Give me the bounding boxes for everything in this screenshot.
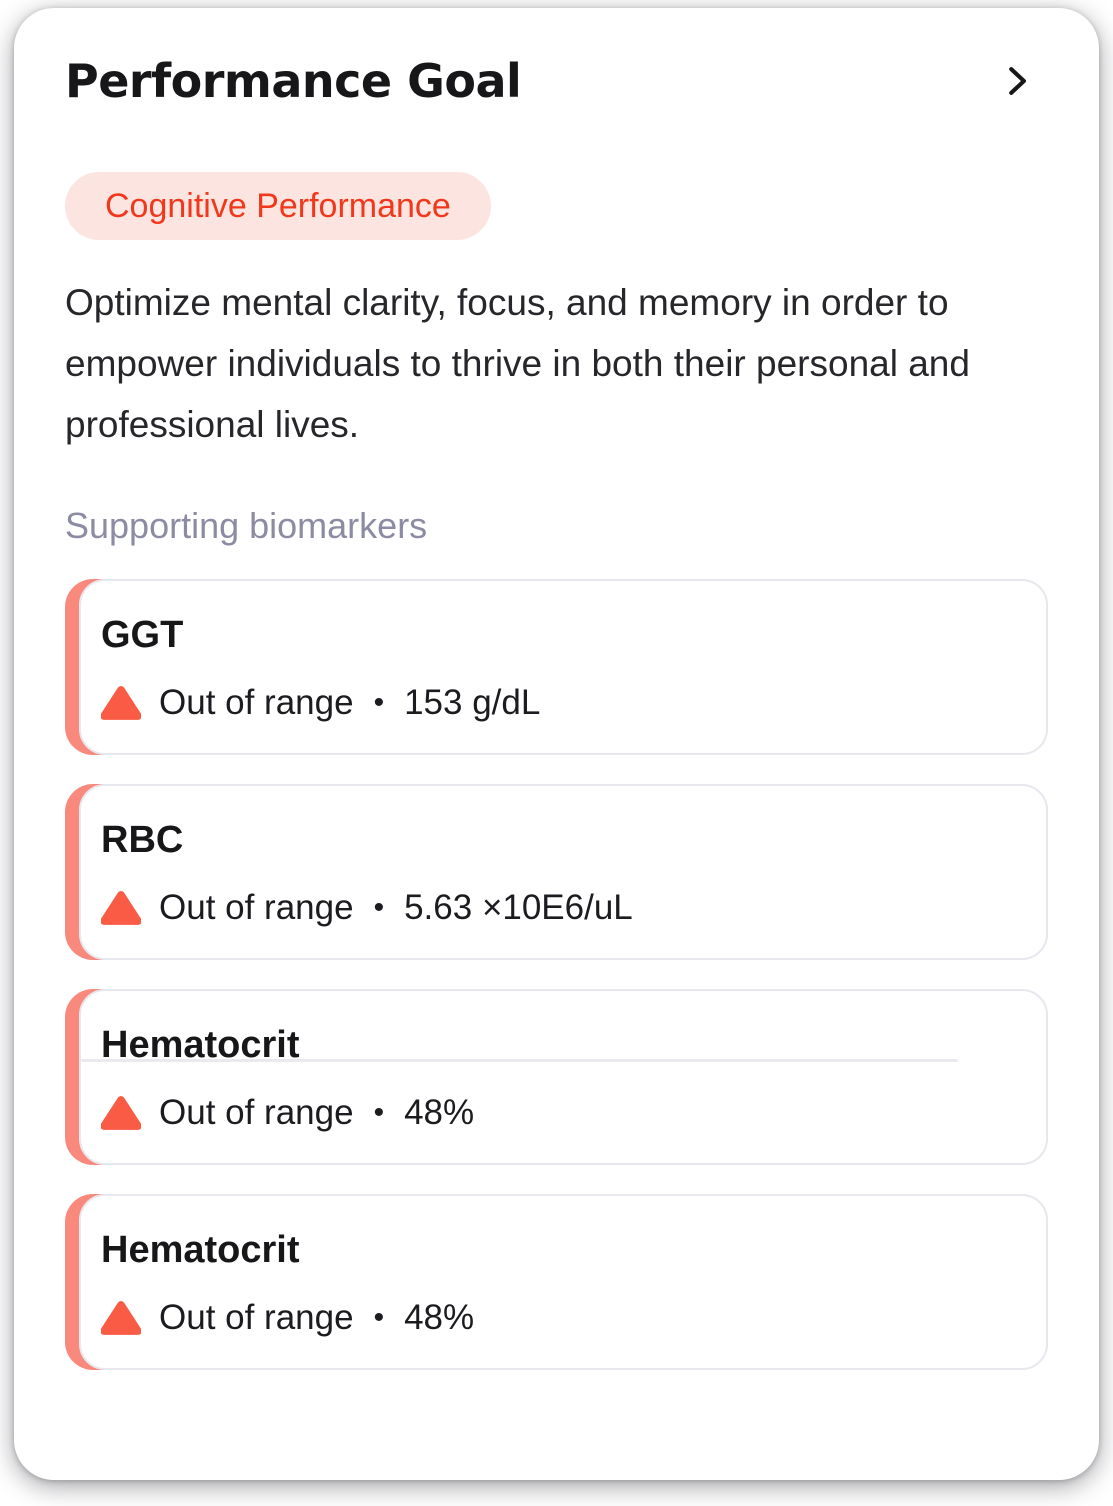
goal-category-label: Cognitive Performance xyxy=(105,187,451,225)
page-title: Performance Goal xyxy=(65,54,522,108)
warning-triangle-icon xyxy=(101,891,141,925)
bullet-separator: • xyxy=(373,1096,385,1129)
biomarker-name: Hematocrit xyxy=(101,1024,300,1066)
open-goal-button[interactable] xyxy=(994,59,1038,103)
warning-triangle-icon xyxy=(101,686,141,720)
warning-triangle-icon xyxy=(101,1096,141,1130)
biomarker-value: 48% xyxy=(404,1093,475,1132)
biomarker-name: Hematocrit xyxy=(101,1229,300,1271)
status-text: Out of range xyxy=(159,683,354,722)
biomarker-status-row xyxy=(101,888,1026,928)
status-text: Out of range xyxy=(159,888,354,927)
goal-description: Optimize mental clarity, focus, and memory in order to empower individuals to thrive in both their personal and professional lives. xyxy=(65,282,970,445)
status-text: Out of range xyxy=(159,1298,354,1337)
biomarker-name: RBC xyxy=(101,819,184,861)
biomarker-value: 48% xyxy=(404,1298,475,1337)
biomarker-item-hematocrit-1[interactable] xyxy=(65,989,1048,1165)
card-header xyxy=(65,56,1048,106)
biomarker-status-row xyxy=(101,683,1026,723)
biomarker-list xyxy=(65,579,1048,1370)
biomarker-item-ggt[interactable] xyxy=(65,579,1048,755)
biomarker-card xyxy=(79,1194,1048,1370)
biomarker-item-hematocrit-2[interactable] xyxy=(65,1194,1048,1370)
biomarker-name: GGT xyxy=(101,614,184,656)
bullet-separator: • xyxy=(373,1301,385,1334)
biomarker-status-row xyxy=(101,1298,1026,1338)
biomarker-card xyxy=(79,989,1048,1165)
goal-category-badge xyxy=(65,172,491,240)
biomarker-card xyxy=(79,784,1048,960)
status-text: Out of range xyxy=(159,1093,354,1132)
biomarker-card xyxy=(79,579,1048,755)
biomarker-item-rbc[interactable] xyxy=(65,784,1048,960)
warning-triangle-icon xyxy=(101,1301,141,1335)
biomarker-value: 153 g/dL xyxy=(404,683,541,722)
biomarker-status-row xyxy=(101,1093,1026,1133)
biomarker-value: 5.63 ×10E6/uL xyxy=(404,888,633,927)
performance-goal-card xyxy=(14,8,1099,1480)
bullet-separator: • xyxy=(373,891,385,924)
chevron-right-icon xyxy=(997,62,1035,100)
bullet-separator: • xyxy=(373,686,385,719)
supporting-biomarkers-label: Supporting biomarkers xyxy=(65,505,428,546)
